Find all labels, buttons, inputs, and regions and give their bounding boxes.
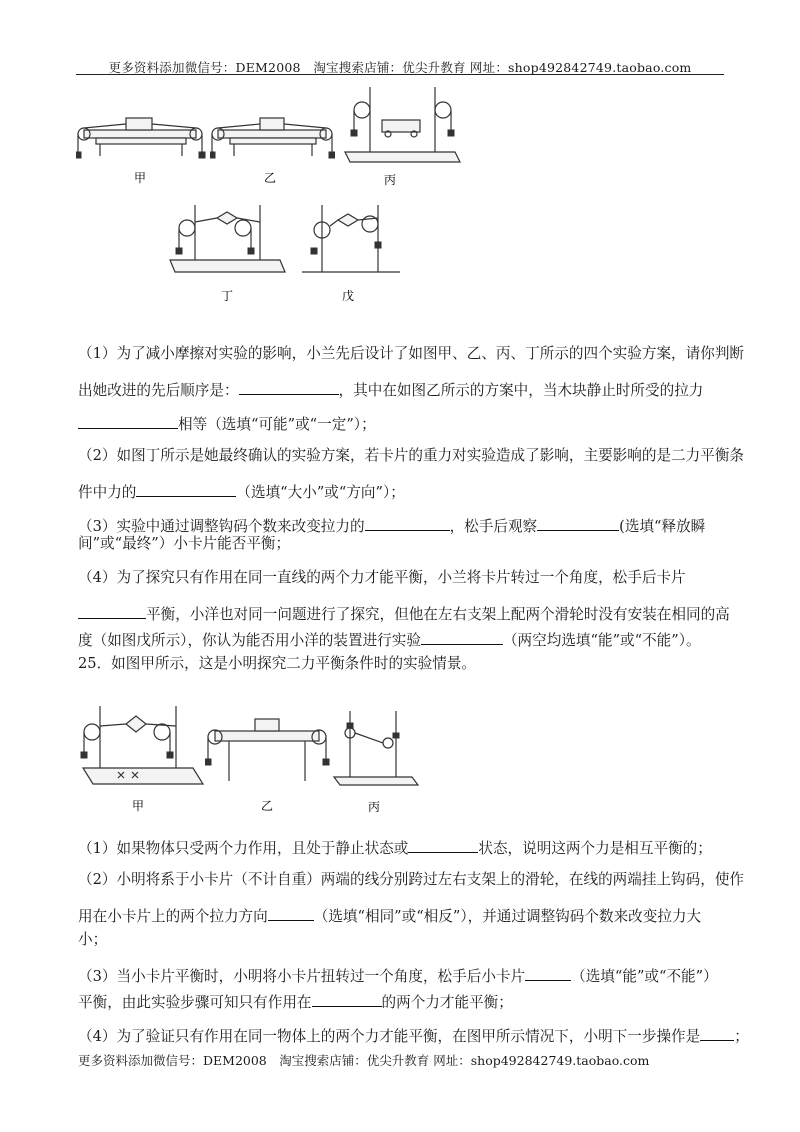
blank-q25-3a[interactable] <box>525 964 571 981</box>
page-header: 更多资料添加微信号：DEM2008 淘宝搜索店铺：优尖升教育 网址：shop492842749.taobao.com <box>108 60 692 75</box>
q24-p1-line-c <box>78 412 376 435</box>
figure-label: 乙 <box>263 171 277 185</box>
figure-jia-top <box>76 112 206 192</box>
q24-p4-line-a: （4）为了探究只有作用在同一直线的两个力才能平衡，小兰将卡片转过一个角度，松手后卡片 <box>78 569 686 586</box>
figure-label: 甲 <box>133 171 147 185</box>
q24-p3-line-b: 间”或“最终”）小卡片能否平衡； <box>78 535 291 552</box>
figure-bing-q25 <box>332 705 422 825</box>
figure-ding-top <box>165 200 290 310</box>
q25-p2-text-1: 用在小卡片上的两个拉力方向 <box>78 908 268 925</box>
q24-p4-line-b <box>78 602 730 625</box>
figure-label: 丙 <box>383 173 397 187</box>
q24-p2-line-a: （2）如图丁所示是她最终确认的实验方案，若卡片的重力对实验造成了影响，主要影响的是二力平衡条 <box>78 447 745 464</box>
q24-p4-text-3: 度（如图戊所示），你认为能否用小洋的装置进行实验 <box>78 632 421 649</box>
q25-p3-text-1: （3）当小卡片平衡时，小明将小卡片扭转过一个角度，松手后小卡片 <box>78 968 526 985</box>
blank-q24-1b[interactable] <box>78 412 178 429</box>
blank-q25-4[interactable] <box>700 1024 734 1041</box>
blank-q24-1a[interactable] <box>239 378 339 395</box>
figure-bing-top <box>340 82 465 192</box>
q25-p3-line-a <box>78 964 718 987</box>
blank-q24-3b[interactable] <box>537 514 619 531</box>
q25-p3-line-b <box>78 990 513 1013</box>
q24-p4-text-2: 平衡，小洋也对同一问题进行了探究，但他在左右支架上配两个滑轮时没有安装在相同的高 <box>146 606 730 623</box>
q24-p3-text-3: (选填“释放瞬 <box>619 518 706 535</box>
figure-jia-q25 <box>78 698 208 823</box>
blank-q24-4a[interactable] <box>78 602 146 619</box>
figure-label: 丁 <box>220 289 234 303</box>
q24-p1-line-a: （1）为了减小摩擦对实验的影响，小兰先后设计了如图甲、乙、丙、丁所示的四个实验方案，请你判断 <box>78 345 745 362</box>
q25-p4-line <box>78 1024 749 1047</box>
q25-p2-line-b <box>78 904 701 927</box>
figure-label: 戊 <box>341 289 355 303</box>
q25-p3-text-3: 平衡，由此实验步骤可知只有作用在 <box>78 994 312 1011</box>
header-divider <box>76 74 724 75</box>
q24-p3-text-2: ，松手后观察 <box>449 518 538 535</box>
q24-p1-text-1: 出她改进的先后顺序是： <box>78 382 239 399</box>
figure-label: 丙 <box>367 800 381 814</box>
q24-p4-line-c <box>78 628 701 651</box>
q24-p2-text-1: 件中力的 <box>78 484 137 501</box>
figure-yi-top <box>210 112 335 192</box>
q25-p1-text-1: （1）如果物体只受两个力作用，且处于静止状态或 <box>78 840 409 857</box>
blank-q24-4b[interactable] <box>421 628 503 645</box>
q24-p1-line-b <box>78 378 703 401</box>
figure-label: 乙 <box>260 799 274 813</box>
blank-q24-3a[interactable] <box>365 514 450 531</box>
q25-p1-text-2: 状态，说明这两个力是相互平衡的； <box>478 840 712 857</box>
q24-p1-text-3: 相等（选填“可能”或“一定”）； <box>178 416 376 433</box>
blank-q25-2[interactable] <box>268 904 314 921</box>
q25-p2-text-2: （选填“相同”或“相反”），并通过调整钩码个数来改变拉力大 <box>313 908 702 925</box>
q25-p4-text-2: ； <box>734 1028 749 1045</box>
blank-q25-3b[interactable] <box>312 990 382 1007</box>
figure-yi-q25 <box>205 715 330 825</box>
q25-p3-text-4: 的两个力才能平衡； <box>381 994 513 1011</box>
q25-p1-line <box>78 836 712 859</box>
q25-p2-line-a: （2）小明将系于小卡片（不计自重）两端的线分别跨过左右支架上的滑轮，在线的两端挂上钩码，使作 <box>78 871 745 888</box>
blank-q25-1[interactable] <box>408 836 478 853</box>
figure-label: 甲 <box>131 799 145 813</box>
blank-q24-2[interactable] <box>136 480 236 497</box>
q25-p2-line-c: 小； <box>78 931 108 948</box>
q25-intro: 25．如图甲所示，这是小明探究二力平衡条件时的实验情景。 <box>78 655 477 672</box>
q25-p4-text-1: （4）为了验证只有作用在同一物体上的两个力才能平衡，在图甲所示情况下，小明下一步操作是 <box>78 1028 701 1045</box>
q24-p1-text-2: ，其中在如图乙所示的方案中，当木块静止时所受的拉力 <box>338 382 704 399</box>
q24-p2-line-b <box>78 480 405 503</box>
q24-p3-text-1: （3）实验中通过调整钩码个数来改变拉力的 <box>78 518 365 535</box>
q25-p3-text-2: （选填“能”或“不能”） <box>571 968 718 985</box>
q24-p4-text-4: （两空均选填“能”或“不能”）。 <box>502 632 701 649</box>
q24-p2-text-2: （选填“大小”或“方向”）； <box>236 484 405 501</box>
page-footer: 更多资料添加微信号：DEM2008 淘宝搜索店铺：优尖升教育 网址：shop492842749.taobao.com <box>78 1053 650 1068</box>
figure-wu-top <box>300 200 410 310</box>
